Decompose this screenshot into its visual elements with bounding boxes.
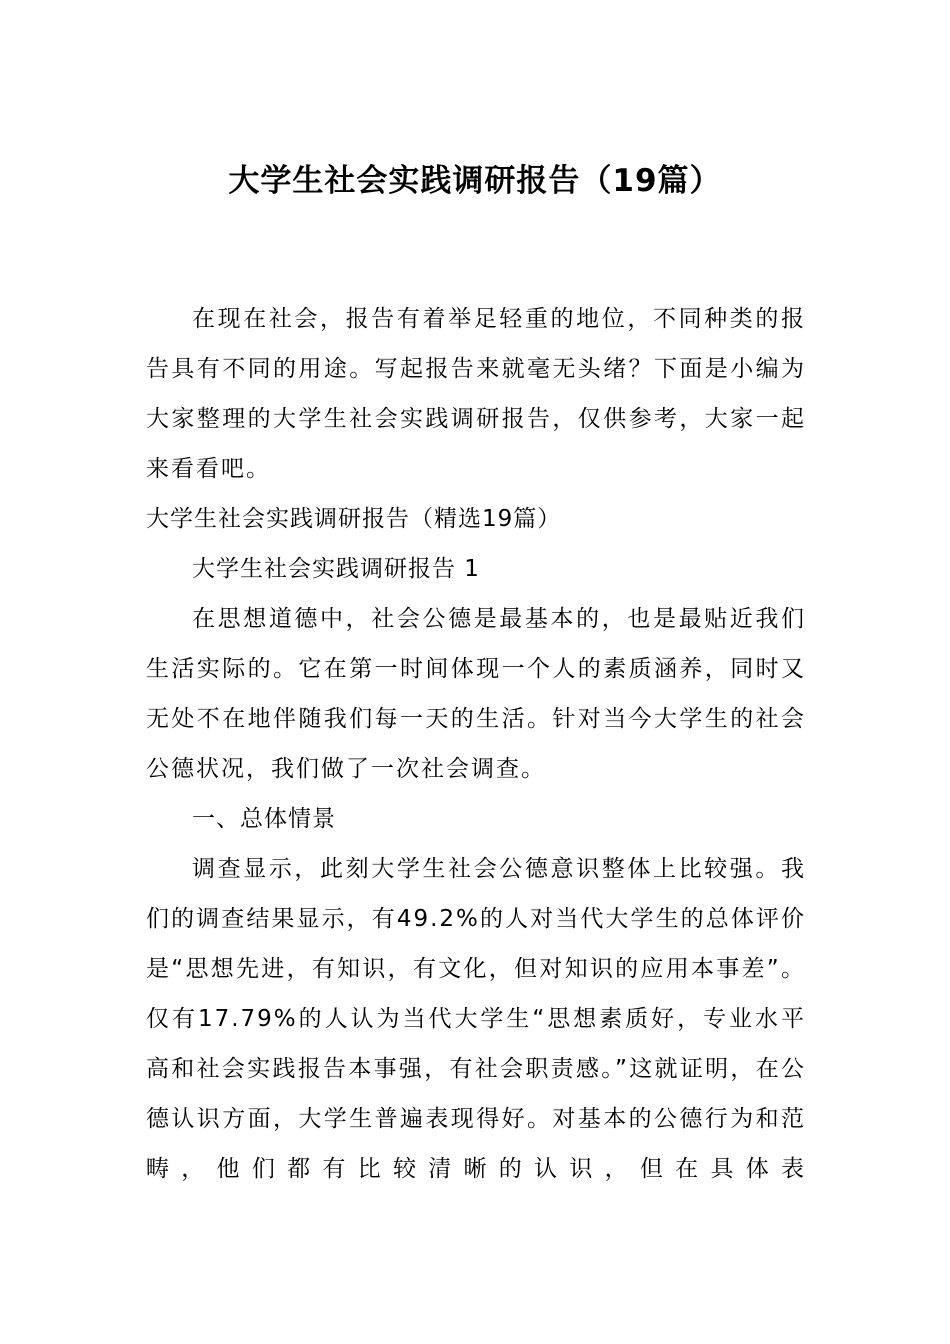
document-title: 大学生社会实践调研报告（19篇） <box>228 163 722 199</box>
section-title: 大学生社会实践调研报告 1 <box>192 556 480 582</box>
section-paragraph-1: 在思想道德中，社会公德是最基本的，也是最贴近我们生活实际的。它在第一时间体现一个人的素质涵养，同时又无处不在地伴随我们每一天的生活。针对当今大学生的社会公德状况，我们做了一次社会调查。 <box>146 606 806 782</box>
collection-title: 大学生社会实践调研报告（精选19篇） <box>146 506 562 532</box>
section-paragraph-2: 调查显示，此刻大学生社会公德意识整体上比较强。我们的调查结果显示，有49.2%的人对当代大学生的总体评价是“思想先进，有知识，有文化，但对知识的应用本事差”。仅有17.79%的人认为当代大学生“思想素质好，专业水平高和社会实践报告本事强，有社会职责感。”这就证明，在公德认识方面，大学生普遍表现得好。对基本的公德行为和范畴，他们都有比较清晰的认识，但在具体表 <box>146 856 806 1182</box>
intro-paragraph: 在现在社会，报告有着举足轻重的地位，不同种类的报告具有不同的用途。写起报告来就毫无头绪？下面是小编为大家整理的大学生社会实践调研报告，仅供参考，大家一起来看看吧。 <box>146 306 806 482</box>
document-body <box>146 294 806 1194</box>
heading-overall-situation: 一、总体情景 <box>192 806 336 832</box>
